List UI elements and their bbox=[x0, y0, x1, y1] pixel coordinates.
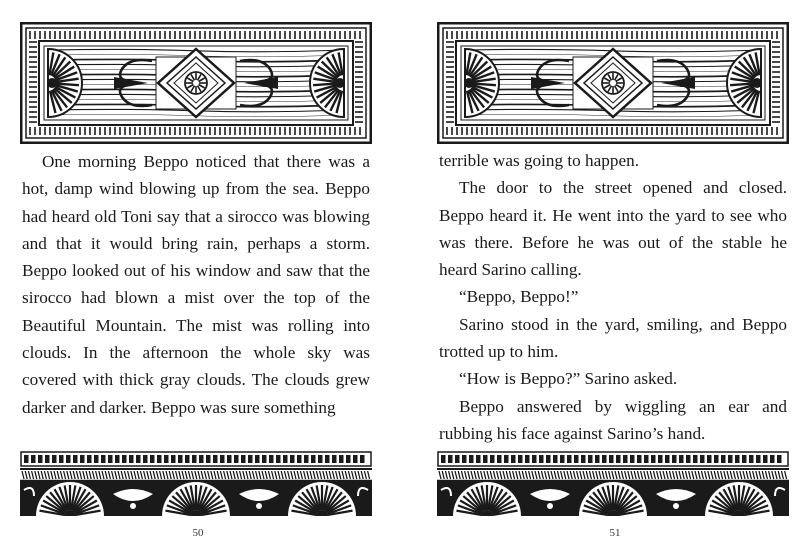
left-paragraph-1: One morning Beppo noticed that there was a hot, damp wind blowing up from the sea. Beppo had heard old Toni say that a sirocco was blowing and that it would bring rain, perhaps a storm. Beppo looked out of his window and saw that the sirocco had blown a mist over the top of the Beautiful Mountain. The mist was rolling into clouds. In the afternoon the whole sky was covered with thick gray clouds. The clouds grew darker and darker. Beppo was sure something bbox=[22, 152, 370, 417]
right-paragraph-4: Sarino stood in the yard, smiling, and Beppo trotted up to him. bbox=[439, 314, 787, 362]
right-paragraph-2: The door to the street opened and closed. Beppo heard it. He went into the yard to see who was there. Before he was out of the stable he heard Sarino calling. bbox=[439, 178, 787, 280]
right-page bbox=[425, 0, 803, 545]
bottom-ornament-right bbox=[437, 450, 789, 518]
right-page-text bbox=[439, 147, 787, 447]
bottom-ornament-left bbox=[20, 450, 372, 518]
page-number-left: 50 bbox=[192, 527, 204, 539]
top-ornament-left bbox=[20, 22, 372, 144]
right-paragraph-3: “Beppo, Beppo!” bbox=[459, 287, 579, 307]
right-paragraph-1: terrible was going to happen. bbox=[439, 151, 639, 170]
right-paragraph-6: Beppo answered by wiggling an ear and rubbing his face against Sarino’s hand. bbox=[439, 396, 787, 443]
top-ornament-right bbox=[437, 22, 789, 144]
left-page bbox=[8, 0, 388, 545]
page-number-right: 51 bbox=[609, 527, 621, 539]
right-paragraph-5: “How is Beppo?” Sarino asked. bbox=[459, 369, 678, 389]
left-page-text bbox=[22, 148, 370, 421]
